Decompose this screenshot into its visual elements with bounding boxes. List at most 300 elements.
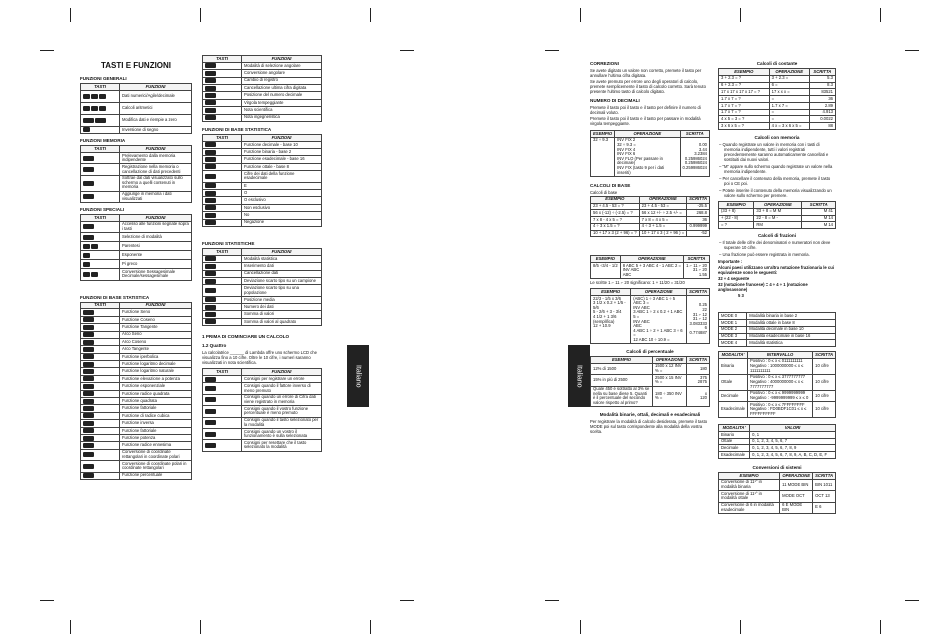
section-title-calcoli-base: CALCOLI DI BASE — [590, 182, 631, 188]
section-title-speciali: FUNZIONI SPECIALI — [80, 207, 125, 213]
example-line: 5 - 2/6 + 3 - 3/4 — [593, 309, 622, 315]
table-row: Funzione fattoriale — [81, 427, 192, 434]
table-row: Modifica dati e riempie a zero — [81, 114, 192, 126]
table-row: Conversione angolare — [203, 70, 322, 77]
table-row: Funzione decimale - base 10 — [203, 141, 322, 148]
section-title-base-stat-2: FUNZIONI DI BASE STATISTICA — [202, 126, 272, 132]
importante-label: Importante : — [718, 259, 743, 265]
table-row: Prelevamento dalla memoria indipendente — [81, 152, 192, 163]
calculator-key-icon — [83, 369, 94, 374]
paren-close-key-icon — [91, 244, 98, 249]
right-page — [590, 55, 880, 615]
calculator-key-icon — [83, 325, 94, 330]
paragraph: Premete il tasto poi il tasto e il tasto per definire il numero di decimali voluto. — [590, 105, 701, 115]
section-title-memoria-calc: Calcoli con memoria — [754, 135, 800, 141]
table-row: Conversione di coordinate rettangolari in coordinate polari — [81, 449, 192, 460]
table-calcoli-base: ESEMPIO OPERAZIONE SCRITTA 23 + 4.5 - 53 = ? 23 + 4.5 - 53 = -25.5 56 x (-12) ÷ (-2.5) = ? 56 x 12 +/- ÷ 2.5 +/- = 268.8 7 x 8 - 4 x 5 = ? 7 x 8 = 4 x 5 = 36 4 ÷ 3 x 1.5 = ? 4 ÷ 3 + 1.5 = 0.999999 10 + 17 x 3 (2 + 96) = ? 10 + 17 x 3 ( 2 + 96 ) = -52 — [590, 196, 710, 238]
paragraph: Se avete digitato un valore non corretto, premete il tasto per annullare l'ultima cifra digitata. — [590, 68, 702, 78]
table-row: 3 + 2.3 = ? 3 + 2.3 = 5.3 — [719, 75, 836, 82]
calculator-key-icon — [83, 391, 94, 396]
bullet-dash: – — [719, 252, 723, 258]
table-row: Funzione Seno — [81, 309, 192, 316]
calculator-key-icon — [205, 288, 216, 293]
calculator-key-icon — [205, 164, 216, 169]
paragraph: 5 3 — [738, 293, 744, 299]
table-row: Inserimento dati — [203, 263, 322, 270]
table-row: MODE 4 Modalità statistica — [719, 340, 836, 347]
table-row: 8/5 ÷3/4 - 1/2 8 ABC 5 + 3 ABC 4 - 1 ABC 2 = INV ABC ABC 1 ⌐ 11 ⌐ 20 31 ⌐ 20 1.55 — [591, 263, 710, 279]
table-row: + (22 - 8) 22 - 8 = M - M 14 — [719, 215, 836, 222]
calculator-key-icon — [205, 183, 216, 188]
table-row: E — [203, 182, 322, 189]
result-line: 0.25 — [698, 302, 707, 308]
table-row: Funzione radice ennesima — [81, 442, 192, 449]
calculator-key-icon — [205, 409, 216, 414]
xm-key-icon — [83, 167, 94, 172]
table-row: = ? RM M 14 — [719, 222, 836, 229]
bullet-item: – Il totale delle cifre dei denominatori e numeratori non deve superare 10 cifre. — [719, 240, 831, 251]
calculator-key-icon — [205, 397, 216, 402]
operation-line: INV FIX (tasto 9 per i dati inseriti) — [617, 164, 665, 175]
calculator-key-icon — [83, 464, 94, 469]
calculator-key-icon — [83, 443, 94, 448]
paragraph: Alcuni paesi utilizzano un'altra notazione frazionaria le cui equivalenze sono le seguenti: — [718, 265, 834, 276]
operation-line: ABC — [622, 271, 632, 277]
result-line: 1.55 — [698, 271, 707, 277]
table-row: Conversione di coordinate polari in coordinate rettangolari — [81, 461, 192, 472]
table-row: Selezione di modalità — [81, 233, 192, 242]
inv-key-icon — [83, 224, 94, 229]
table-row: Cancellazione ultima cifra digitata — [203, 84, 322, 91]
calculator-key-icon — [83, 428, 94, 433]
table-row: Funzione elevazione a potenza — [81, 375, 192, 382]
section-title-generali: FUNZIONI GENERALI — [80, 76, 127, 81]
calculator-key-icon — [83, 310, 94, 315]
operation-line: INV FIX 2 — [617, 137, 636, 143]
calculator-key-icon — [205, 205, 216, 210]
table-row: Binario 0, 1 — [719, 431, 836, 438]
table-row: Esadecimale Positivo : 0 ≤ x ≤ 7FFFFFFFF Negativo : FD0BDF1C01 ≤ x ≤ FFFFFFFFFF 10 cifre — [719, 402, 836, 418]
bullet-dash: – — [719, 142, 723, 148]
table-conversioni: ESEMPIO OPERAZIONE SCRITTA Conversione di 11¹° in modalità binaria 11 MODE BIN BIN 1011 Conversione di 11¹° in modalità ottale MODE OCT OCT 13 Conversione di 6 in modalità esadecimale 6 E MODE BIN E 6 — [718, 472, 836, 514]
table-row: Consigni quando il vostro funzione percentuale è meno premuto — [203, 406, 322, 417]
table-row: Conversione di 6 in modalità esadecimale 6 E MODE BIN E 6 — [719, 502, 836, 513]
digit-key-icon — [99, 94, 106, 99]
m-minus-key-icon — [83, 181, 94, 186]
table-base-statistica: TASTI FUNZIONI Funzione Seno Funzione Coseno Funzione Tangente Arco Seno Arco Coseno Arco Tangente Funzione iperbolica Funzione logaritmo decimale Funzione logaritmo naturale Funzione elevazione a potenza Funzione esponenziale Funzione radice quadrata Funzione quadrata Funzione fattoriale Funzione di radice cubica Funzione inversa Funzione fattoriale Funzione potenza Funzione radice ennesima Conversione di coordinate rettangolari in coordinate polari Conversione di coordinate polari in coordinate rettangolari Funzione percentuale — [80, 302, 192, 480]
operation-line: INV ABC — [622, 267, 640, 273]
table-row: Deviazione scarto tipo su un campione — [203, 277, 322, 284]
table-row: Non esclusivo — [203, 204, 322, 211]
table-percentuale: ESEMPIO OPERAZIONE SCRITTA 12% di 1500 1500 x 12 INV % = 180 15% in più di 2500 2500 x 15 INV % = 375 2875 Quale 450 è sottratto al 3% se nella su base diese 5. Quanti è il percentuale del secondo valore rispetto al primo? 180 ÷ 350 INV % = x 120 — [590, 356, 710, 407]
language-tab-left: Italiano — [347, 345, 369, 407]
result-line: 31 ⌐ 12 — [692, 311, 707, 317]
table-row: Consigni quando il fattore inverso di meno premuto — [203, 383, 322, 394]
operation-line: INV FIX 4 — [617, 146, 636, 152]
table-row: Esadecimale 0, 1, 2, 3, 4, 5, 6, 7, 8, 9, A, B, C, D, E, F — [719, 452, 836, 459]
calculator-key-icon — [83, 452, 94, 457]
calculator-key-icon — [205, 108, 216, 113]
paragraph-modalita: Per registrare la modalità di calcolo desiderata, premete il tasto MODE poi sul tasto corrispondente alla modalità della vostra scelta. — [590, 419, 708, 435]
section-title-numero-decimali: NUMERO DI DECIMALI — [590, 98, 640, 103]
calculator-key-icon — [205, 432, 216, 437]
table-row: Parentesi — [81, 242, 192, 251]
calculator-key-icon — [205, 312, 216, 317]
operation-line: (ABC) 1 ÷ 3 ABC 1 ÷ 5 ABC 3 = — [633, 295, 676, 306]
calculator-key-icon — [83, 473, 94, 478]
table-row: Funzione fattoriale — [81, 405, 192, 412]
operation-line: 32 ÷ 9.3 = — [617, 141, 636, 147]
calculator-key-icon — [205, 150, 216, 155]
operation-line: 3 ABC 1 ÷ 2 x 0.2 + 1 ABC 5 = — [633, 309, 683, 319]
left-page — [80, 55, 370, 615]
section-title-memoria: FUNZIONI MEMORIA — [80, 138, 126, 144]
note-frazioni: Le scritte 1 ⌐ 11 ⌐ 20 significano: 1 + 11/20 = 31/20 — [590, 280, 685, 286]
calculator-key-icon — [83, 421, 94, 426]
col-header: TASTI — [81, 84, 120, 91]
table-row: 4 x 5 = 3 = ? = 0.0022 — [719, 116, 836, 123]
table-row: 1.7 x 7 = ? = 4.913 — [719, 109, 836, 116]
calculator-key-icon — [205, 305, 216, 310]
table-row: 1.7 x 7 = ? = 36 — [719, 96, 836, 103]
calculator-key-icon — [83, 354, 94, 359]
table-row: 15% in più di 2500 2500 x 15 INV % = 375 2875 — [591, 375, 710, 386]
table-row: Ottale 0, 1, 2, 3, 4, 5, 6, 7 — [719, 438, 836, 445]
right-page-col-2 — [718, 55, 836, 514]
table-row: Consigni per registrare un errore — [203, 376, 322, 383]
section-title-correzioni: CORREZIONI — [590, 61, 619, 66]
minus-key-icon — [91, 106, 98, 111]
table-display-modes: TASTI FUNZIONI Modalità di selezione angolare Conversione angolare Cambio di registro Cancellazione ultima cifra digitata Posizione del numero decimale Virgola tempeggiante Nota scientifica Nota ingegneristica — [202, 55, 322, 122]
table-row: 7 x 8 - 4 x 5 = ? 7 x 8 = 4 x 5 = 36 — [591, 217, 710, 224]
calculator-key-icon — [205, 271, 216, 276]
table-row: Consigni per resettare che il tasto selezionato la modalità — [203, 440, 322, 451]
table-row: Deviazione scarto tipo su una popolazione — [203, 285, 322, 296]
result-line: 6 — [704, 325, 707, 331]
table-row: Inversione di segno — [81, 126, 192, 133]
table-row: Funzione iperbolica — [81, 353, 192, 360]
table-row: Funzione radice quadrata — [81, 390, 192, 397]
table-row: Consigni quando il tasto selezionato per la modalità — [203, 417, 322, 428]
calculator-key-icon — [83, 384, 94, 389]
table-row: Conversione di 11¹° in modalità ottale MODE OCT OCT 13 — [719, 491, 836, 502]
calculator-key-icon — [83, 332, 94, 337]
table-row: Negazione — [203, 219, 322, 226]
section-title-frazioni: Calcoli di frazioni — [757, 233, 797, 239]
bullet-dash: – — [719, 176, 723, 182]
calculator-key-icon — [205, 256, 216, 261]
section-title-statistiche: FUNZIONI STATISTICHE — [202, 240, 255, 246]
rm-key-icon — [83, 156, 94, 161]
calculator-key-icon — [83, 436, 94, 441]
section-title-base-statistica: FUNZIONI DI BASE STATISTICA — [80, 294, 150, 300]
table-row: Consigni quando un vostro il funzionamento è sulla selezionata — [203, 428, 322, 439]
calculator-key-icon — [205, 297, 216, 302]
table-row: MODE 2 Modalità decimale in base 10 — [719, 326, 836, 333]
times-key-icon — [99, 106, 106, 111]
left-page-col-2 — [202, 55, 322, 452]
table-row: Posizione del numero decimale — [203, 92, 322, 99]
paragraph-prima: La calcolatrice ______ di Lambda offre uno schermo LCD che visualizza fino a 10 cifre. Oltre le 10 cifre, i numeri saranno visualizzati in nota scientifica. — [202, 350, 317, 366]
plus-key-icon — [83, 106, 90, 111]
table-row: 1.7 x 7 = ? 1.7 x 7 = 2.89 — [719, 102, 836, 109]
table-row: Funzione quadrata — [81, 398, 192, 405]
calculator-key-icon — [83, 399, 94, 404]
table-row: Cancellazione dati — [203, 270, 322, 277]
table-row: Registrazione nella memoria o cancellazione di dati precedenti — [81, 164, 192, 175]
table-row: Funzione binaria - base 2 — [203, 149, 322, 156]
table-row: Nota scientifica — [203, 107, 322, 114]
bullet-item: – Potete inserire il contenuto della memoria visualizzando un valore sullo schermo per premere. — [719, 188, 832, 199]
table-row: (33 + 8) 33 + 8 = M M M 41 — [719, 208, 836, 215]
table-row: Funzione Tangente — [81, 324, 192, 331]
bullet-dash: – — [719, 164, 723, 170]
table-row — [591, 295, 710, 343]
bullet-item: – Per cancellare il contenuto della memoria, premete il tasto poi o CE poi. — [719, 176, 831, 187]
digit-key-icon — [91, 94, 98, 99]
table-row: Funzione esadecimale - base 16 — [203, 156, 322, 163]
table-generali — [80, 83, 192, 134]
table-row: Funzione esponenziale — [81, 383, 192, 390]
ce-key-icon — [83, 118, 94, 123]
calculator-key-icon — [205, 100, 216, 105]
calculator-key-icon — [205, 63, 216, 68]
table-row: Decimale 0, 1, 2, 3, 4, 5, 6, 7, 8, 9 — [719, 445, 836, 452]
calculator-key-icon — [205, 386, 216, 391]
ac-key-icon — [95, 118, 106, 123]
bullet-dash: – — [719, 188, 723, 194]
table-row: Aggiunge in memoria i dati visualizzati — [81, 191, 192, 202]
paragraph: Se avete premuto per errore uno degli operatori di calcolo, premete semplicemente il tasto di calcolo corretto. Sarà tenuto presente l'ultimo tasto di calcolo digitato. — [590, 79, 706, 94]
calculator-key-icon — [205, 264, 216, 269]
calculator-key-icon — [83, 362, 94, 367]
table-row: Cambio di registro — [203, 77, 322, 84]
section-title-prima: 1 PRIMA DI COMINCIARE UN CALCOLO — [202, 334, 290, 340]
table-row: Quale 450 è sottratto al 3% se nella su base diese 5. Quanti è il percentuale del secondo valore rispetto al primo? 180 ÷ 350 INV % = x 120 — [591, 386, 710, 407]
table-row: Esponente — [81, 251, 192, 260]
table-row: Somma di valori al quadrato — [203, 318, 322, 325]
table-row: Funzione potenza — [81, 435, 192, 442]
operation-line: INV ABC — [633, 318, 650, 324]
example-line: 22/3 - 1/5 x 3/6 — [593, 295, 621, 301]
table-row: Binaria Positivo : 0 ≤ x ≤ 0111111111 Negativo : 1000000000 ≤ x ≤ 1111111111 10 cifre — [719, 358, 836, 374]
calculator-key-icon — [205, 319, 216, 324]
table-row: Cifre dei dati della funzione esadecimale — [203, 171, 322, 182]
exp-key-icon — [83, 253, 90, 258]
result-line: 0.25986024 — [684, 155, 707, 161]
result-line: 31 ⌐ 20 — [692, 267, 707, 273]
result-line: 3.44 — [698, 146, 707, 152]
table-esempio-frazioni-2: ESEMPIO OPERAZIONE SCRITTA 22/3 - 1/5 x 3/6 3 1/2 x 0.2 + 1/5 - 5/6 5 - 2/6 + 3 - 3/4 4 1/2 + 1 3/6 (semplifica) 12 + 10.9 (ABC) 1 ÷ 3 ABC 1 ÷ 5 ABC 3 = INV ABC 3 ABC 1 ÷ 2 x 0.2 + 1 ABC 5 = INV ABC ABC 4 ABC 1 ÷ 2 + 1 ABC 3 ÷ 6 = 12 ABC 10 ÷ 10.9 = 0.25 22 31 ⌐ 12 31 ⌐ 12 3.083333 6 0.774887 — [590, 288, 710, 344]
table-row: Modalità statistica — [203, 255, 322, 262]
bullet-list — [718, 240, 836, 257]
table-row: 32 ÷ 9.3 INV FIX 2 32 ÷ 9.3 = INV FIX 4 INV FIX 6 INV FLO (Per passare in decimale) INV FIX (tasto 9 per i dati inseriti) 0.00 3.44 3.2384 0.25986024 0.25986024 0.259986024 — [591, 137, 710, 176]
table-memoria: TASTI FUNZIONI Prelevamento dalla memoria indipendente Registrazione nella memoria o cancellazione di dati precedenti Sottrae dal dati visualizzato sullo schermo a quelli contenuti in memoria Aggiunge in memoria i dati visualizzati — [80, 145, 192, 203]
operation-line: 4 ABC 1 ÷ 2 + 1 ABC 3 ÷ 6 = — [633, 327, 683, 338]
calculator-key-icon — [83, 340, 94, 345]
dms-key-icon — [83, 272, 90, 277]
paragraph: 32 ÷ 4 seguente — [718, 276, 750, 282]
table-row: 6 + 2.3 = ? 6 = 8.3 — [719, 82, 836, 89]
result-line: 3.2384 — [694, 151, 707, 157]
subsection-title: Calcoli di base — [590, 189, 618, 195]
section-subtitle-prima: 1.2 Quattro — [202, 343, 227, 349]
table-row: Numero dei dati — [203, 304, 322, 311]
table-row: Funzione Coseno — [81, 316, 192, 323]
bullet-item: – Una frazione può essere registrata in memoria. — [719, 252, 810, 258]
table-row: 23 + 4.5 - 53 = ? 23 + 4.5 - 53 = -25.5 — [591, 203, 710, 210]
table-errori: TASTI FUNZIONI Consigni per registrare un errore Consigni quando il fattore inverso di meno premuto Consigni quando un errore di Cifra dati viene registrato in memoria Consigni quando il vostro funzione percentuale è meno premuto Consigni quando il tasto selezionato per la modalità Consigni quando un vostro il funzionamento è sulla selezionata Consigni per resettare che il tasto selezionato la modalità — [202, 368, 322, 451]
table-mode — [718, 312, 836, 347]
table-row: Funzione inversa — [81, 420, 192, 427]
calculator-key-icon — [205, 443, 216, 448]
result-line: 3.083333 — [689, 320, 707, 326]
calculator-key-icon — [205, 78, 216, 83]
calculator-key-icon — [205, 198, 216, 203]
table-row: Pi greco — [81, 260, 192, 269]
calculator-key-icon — [205, 71, 216, 76]
calculator-key-icon — [205, 142, 216, 147]
operation-list — [615, 137, 680, 176]
calculator-key-icon — [83, 317, 94, 322]
table-row: Funzione percentuale — [81, 472, 192, 479]
calculator-key-icon — [83, 406, 94, 411]
table-row: 17 x 17 x 17 x 17 = ? 17 x x x = 83521 — [719, 89, 836, 96]
operation-line: 8 ABC 5 + 3 ABC 4 - 1 ABC 2 = — [622, 262, 681, 268]
table-row: Funzione logaritmo naturale — [81, 368, 192, 375]
table-row: Consigni quando un errore di Cifra dati viene registrato in memoria — [203, 394, 322, 405]
calculator-key-icon — [83, 376, 94, 381]
pi-key-icon — [83, 262, 90, 267]
table-row: Modalità di selezione angolare — [203, 62, 322, 69]
example-line: 12 + 10.9 — [593, 323, 611, 329]
bullet-item: – Quando registrate un valore in memoria con i tasti di memoria indipendente, tutti i valori registrati precedentemente saranno automaticamente cancellati e sostituiti dai nuovi valori. — [719, 142, 829, 163]
section-title-modalita: Modalità binarie, ottali, decimali e esadecimali — [599, 412, 701, 418]
section-title-percentuale: Calcoli di percentuale — [626, 349, 674, 355]
result-line: 1 ⌐ 11 ⌐ 20 — [686, 262, 707, 268]
table-esempio-decimali: ESEMPIO OPERAZIONE SCRITTA 32 ÷ 9.3 INV FIX 2 32 ÷ 9.3 = INV FIX 4 INV FIX 6 INV FLO (Per passare in decimale) INV FIX (tasto 9 per i dati inseriti) 0.00 3.44 3.2384 0.25986024 0.25986024 0.259986024 — [590, 130, 710, 177]
bullet-item: – "M" appare sullo schermo quando registrate un valore nella memoria indipendente. — [719, 164, 833, 175]
calculator-key-icon — [205, 157, 216, 162]
example-line: 3 1/2 x 0.2 + 1/5 - 5/6 — [593, 300, 626, 310]
mode-key-icon — [83, 235, 94, 240]
result-line: 0.774887 — [689, 329, 707, 335]
calculator-key-icon — [205, 420, 216, 425]
table-esempio-memoria: ESEMPIO OPERAZIONE SCRITTA (33 + 8) 33 + 8 = M M M 41 + (22 - 8) 22 - 8 = M - M 14 = ? RM M 14 — [718, 201, 836, 229]
table-esempio-frazioni: ESEMPIO OPERAZIONE SCRITTA 8/5 ÷3/4 - 1/2 8 ABC 5 + 3 ABC 4 - 1 ABC 2 = INV ABC ABC 1 ⌐ 11 ⌐ 20 31 ⌐ 20 1.55 — [590, 255, 710, 279]
table-row: O esclusivo — [203, 197, 322, 204]
section-title-conversioni: Conversioni di sistemi — [752, 465, 802, 471]
table-row: Ottale Positivo : 0 ≤ x ≤ 3777777777 Negativo : 4000000000 ≤ x ≤ 7777777777 10 cifre — [719, 374, 836, 390]
calculator-key-icon — [205, 86, 216, 91]
m-plus-key-icon — [83, 194, 94, 199]
table-row: 3 x 6 x 5 = ? 4 x = 3 x 6 x 5 = 88 — [719, 123, 836, 130]
operation-line: INV ABC — [633, 304, 650, 310]
section-title-costante: Calcoli di costante — [756, 61, 798, 66]
table-row: MODE 1 Modalità ottale in base 8 — [719, 319, 836, 326]
table-row: 12% di 1500 1500 x 12 INV % = 180 — [591, 363, 710, 374]
paragraph: Premete il tasto poi il tasto e il tasto per passare in modalità virgola tempeggiante. — [590, 116, 701, 126]
table-row: Dati numerici/Agile/decimale — [81, 90, 192, 102]
calculator-key-icon — [205, 220, 216, 225]
table-row: Funzione ottale - base 8 — [203, 163, 322, 170]
table-row: Arco Seno — [81, 331, 192, 338]
result-line: 0.259986024 — [682, 164, 707, 170]
table-row: Posizione media — [203, 296, 322, 303]
calculator-key-icon — [205, 377, 216, 382]
calculator-key-icon — [205, 174, 216, 179]
left-page-col-1 — [80, 55, 192, 480]
calculator-key-icon — [83, 347, 94, 352]
table-statistiche: TASTI FUNZIONI Modalità statistica Inserimento dati Cancellazione dati Deviazione scarto tipo su un campione Deviazione scarto tipo su una popolazione Posizione media Numero dei dati Somma di valori Somma di valori al quadrato — [202, 248, 322, 326]
operation-line: ABC — [633, 323, 642, 329]
table-row: Arco Tangente — [81, 346, 192, 353]
table-row: O — [203, 190, 322, 197]
table-row: MODE 3 Modalità esadecimale in base 16 — [719, 333, 836, 340]
dms-inv-key-icon — [91, 272, 98, 277]
table-row: Sottrae dal dati visualizzato sullo schermo a quelli contenuti in memoria — [81, 175, 192, 191]
example-line: (semplifica) — [593, 318, 615, 324]
result-line: 22 — [702, 307, 707, 313]
table-base-stat-2: TASTI FUNZIONI Funzione decimale - base 10 Funzione binaria - base 2 Funzione esadecimale - base 16 Funzione ottale - base 8 Cifre dei dati della funzione esadecimale E O O esclusivo Non esclusivo No Negazione — [202, 134, 322, 227]
result-line: 0.25986024 — [684, 160, 707, 166]
page-title: TASTI E FUNZIONI — [100, 61, 172, 70]
calculator-key-icon — [205, 279, 216, 284]
bullet-dash: – — [719, 240, 723, 246]
result-list — [680, 137, 709, 176]
digit-key-icon — [83, 94, 90, 99]
table-row: 10 + 17 x 3 (2 + 96) = ? 10 + 17 x 3 ( 2 + 96 ) = -52 — [591, 230, 710, 237]
operation-line: 12 ABC 10 ÷ 10.9 = — [633, 336, 670, 342]
table-row: Somma di valori — [203, 311, 322, 318]
table-intervallo: MODALITA' INTERVALLO SCRITTA Binaria Positivo : 0 ≤ x ≤ 0111111111 Negativo : 1000000000 ≤ x ≤ 1111111111 10 cifre Ottale Positivo : 0 ≤ x ≤ 3777777777 Negativo : 4000000000 ≤ x ≤ 7777777777 10 cifre Decimale Positivo : 0 ≤ x ≤ 9999999999 Negativo : -9999999999 ≤ x ≤ 0 10 cifre Esadecimale Positivo : 0 ≤ x ≤ 7FFFFFFFF Negativo : FD0BDF1C01 ≤ x ≤ FFFFFFFFFF 10 cifre — [718, 351, 836, 418]
calculator-key-icon — [205, 115, 216, 120]
operation-line: INV FIX 6 — [617, 151, 636, 157]
col-header: FUNZIONI — [120, 84, 192, 91]
table-row: MODE 0 Modalità binaria in base 2 — [719, 313, 836, 320]
table-row: Decimale Positivo : 0 ≤ x ≤ 9999999999 Negativo : -9999999999 ≤ x ≤ 0 10 cifre — [719, 390, 836, 401]
table-row: Arco Coseno — [81, 338, 192, 345]
table-row: Nota ingegneristica — [203, 114, 322, 121]
table-row: Accesso alle funzioni segnate sopra i tasti — [81, 221, 192, 232]
table-row: 4 ÷ 3 x 1.5 = ? 4 ÷ 3 + 1.5 = 0.999999 — [591, 223, 710, 230]
paragraph: 32 (notazione francese) = 4 ÷ 4 ÷ 1 (notazione anglosassone) — [718, 282, 808, 293]
table-costante: ESEMPIO OPERAZIONE SCRITTA 3 + 2.3 = ? 3 + 2.3 = 5.3 6 + 2.3 = ? 6 = 8.3 17 x 17 x 17 x 17 = ? 17 x x x = 83521 1.7 x 7 = ? = 36 1.7 x 7 = ? 1.7 x 7 = 2.89 1.7 x 7 = ? = 4.913 4 x 5 = 3 = ? = 0.0022 3 x 6 x 5 = ? 4 x = 3 x 6 x 5 = 88 — [718, 68, 836, 130]
right-page-col-1 — [590, 55, 710, 435]
language-tab-right: Italiano — [568, 345, 590, 407]
calculator-key-icon — [205, 191, 216, 196]
paren-open-key-icon — [83, 244, 90, 249]
calculator-key-icon — [83, 413, 94, 418]
result-line: 31 ⌐ 12 — [692, 316, 707, 322]
table-row: No — [203, 212, 322, 219]
operation-line: INV FLO (Per passare in decimale) — [617, 155, 663, 166]
result-line: 0.00 — [698, 141, 707, 147]
calculator-key-icon — [205, 213, 216, 218]
table-row: Funzione logaritmo decimale — [81, 361, 192, 368]
table-row: 56 x (-12) ÷ (-2.5) = ? 56 x 12 +/- ÷ 2.5 +/- = 268.8 — [591, 210, 710, 217]
table-row: Calcoli aritmetici — [81, 102, 192, 114]
table-speciali: TASTI FUNZIONI Accesso alle funzioni segnate sopra i tasti Selezione di modalità Parentesi Esponente Pi greco Conversione Sessagesimale Decimale/sessagesimale — [80, 214, 192, 281]
table-row: Funzione di radice cubica — [81, 412, 192, 419]
table-row: Conversione di 11¹° in modalità binaria 11 MODE BIN BIN 1011 — [719, 479, 836, 490]
example-line: 4 1/2 + 1 3/6 — [593, 313, 617, 319]
table-valori: MODALITA' VALORI Binario 0, 1 Ottale 0, 1, 2, 3, 4, 5, 6, 7 Decimale 0, 1, 2, 3, 4, 5, 6, 7, 8, 9 Esadecimale 0, 1, 2, 3, 4, 5, 6, 7, 8, 9, A, B, C, D, E, F — [718, 424, 836, 459]
calculator-key-icon — [205, 93, 216, 98]
table-row: Conversione Sessagesimale Decimale/sessagesimale — [81, 269, 192, 280]
bullet-list — [718, 142, 836, 198]
sign-key-icon — [83, 127, 90, 132]
